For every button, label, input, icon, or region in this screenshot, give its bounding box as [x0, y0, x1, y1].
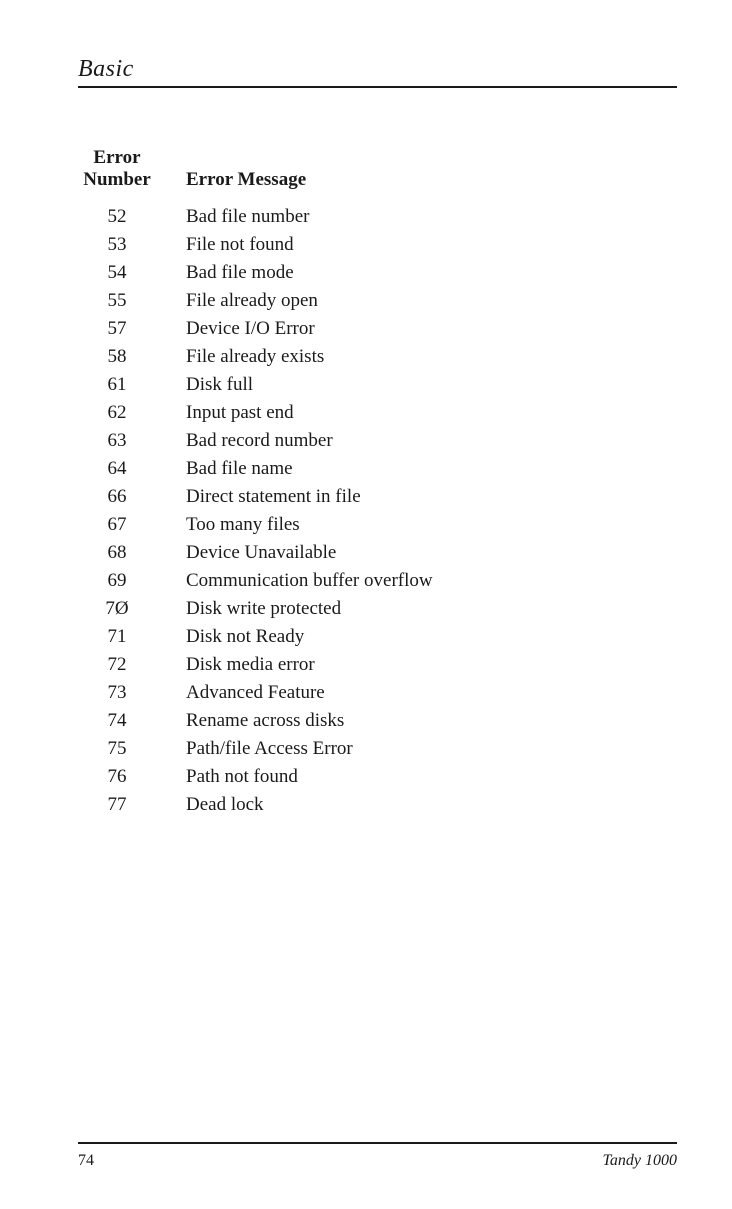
- error-number: 77: [107, 794, 127, 815]
- error-number: 53: [107, 234, 127, 255]
- error-number: 54: [107, 262, 127, 283]
- page-number: 74: [78, 1152, 94, 1169]
- error-message: Device Unavailable: [186, 542, 337, 563]
- running-head: Basic: [78, 56, 134, 82]
- error-message: Disk media error: [186, 654, 315, 675]
- table-row: [78, 315, 538, 343]
- table-row: [78, 343, 538, 371]
- error-message: Path/file Access Error: [186, 738, 353, 759]
- error-message: Direct statement in file: [186, 486, 361, 507]
- error-message: Bad file name: [186, 458, 293, 479]
- error-number: 76: [107, 766, 127, 787]
- error-message: Advanced Feature: [186, 682, 325, 703]
- error-number: 61: [107, 374, 127, 395]
- error-number: 73: [107, 682, 127, 703]
- table-row: [78, 763, 538, 791]
- error-number: 7Ø: [105, 598, 129, 619]
- error-message: Disk full: [186, 374, 254, 395]
- error-message: Input past end: [186, 402, 294, 423]
- table-row: [78, 679, 538, 707]
- error-message: Rename across disks: [186, 710, 345, 731]
- column-header-error-number: [78, 147, 156, 191]
- column-header-error-message: Error Message: [186, 169, 307, 190]
- table-row: [78, 455, 538, 483]
- table-row: [78, 707, 538, 735]
- error-message: Disk write protected: [186, 598, 342, 619]
- table-row: [78, 623, 538, 651]
- error-message: Too many files: [186, 514, 300, 535]
- error-message: Communication buffer overflow: [186, 570, 433, 591]
- error-number: 74: [107, 710, 127, 731]
- error-message: Bad file number: [186, 206, 310, 227]
- error-message: Device I/O Error: [186, 318, 315, 339]
- error-number: 62: [107, 402, 127, 423]
- table-row: [78, 231, 538, 259]
- error-message: Bad file mode: [186, 262, 294, 283]
- error-number: 55: [107, 290, 127, 311]
- table-row: [78, 203, 538, 231]
- error-number: 57: [107, 318, 127, 339]
- error-number: 52: [107, 206, 127, 227]
- table-row: [78, 427, 538, 455]
- error-number: 72: [107, 654, 127, 675]
- error-table: [78, 203, 538, 819]
- error-number: 75: [107, 738, 127, 759]
- table-row: [78, 791, 538, 819]
- error-message: Dead lock: [186, 794, 264, 815]
- column-header-error-number-line1: Error: [93, 147, 141, 168]
- error-number: 68: [107, 542, 127, 563]
- column-header-error-number-line2: Number: [83, 169, 151, 190]
- table-row: [78, 371, 538, 399]
- error-message: File already exists: [186, 346, 325, 367]
- table-row: [78, 735, 538, 763]
- error-message: File already open: [186, 290, 318, 311]
- footer-title: Tandy 1000: [602, 1152, 677, 1169]
- error-number: 58: [107, 346, 127, 367]
- table-row: [78, 287, 538, 315]
- footer-rule: [78, 1142, 677, 1144]
- error-message: File not found: [186, 234, 294, 255]
- error-number: 66: [107, 486, 127, 507]
- table-row: [78, 567, 538, 595]
- table-row: [78, 595, 538, 623]
- error-number: 71: [107, 626, 127, 647]
- error-number: 67: [107, 514, 127, 535]
- table-row: [78, 511, 538, 539]
- header-rule: [78, 86, 677, 88]
- error-number: 63: [107, 430, 127, 451]
- error-message: Path not found: [186, 766, 298, 787]
- error-number: 69: [107, 570, 127, 591]
- table-row: [78, 539, 538, 567]
- table-row: [78, 651, 538, 679]
- error-message: Disk not Ready: [186, 626, 305, 647]
- error-number: 64: [107, 458, 127, 479]
- table-row: [78, 483, 538, 511]
- table-row: [78, 259, 538, 287]
- table-row: [78, 399, 538, 427]
- error-message: Bad record number: [186, 430, 333, 451]
